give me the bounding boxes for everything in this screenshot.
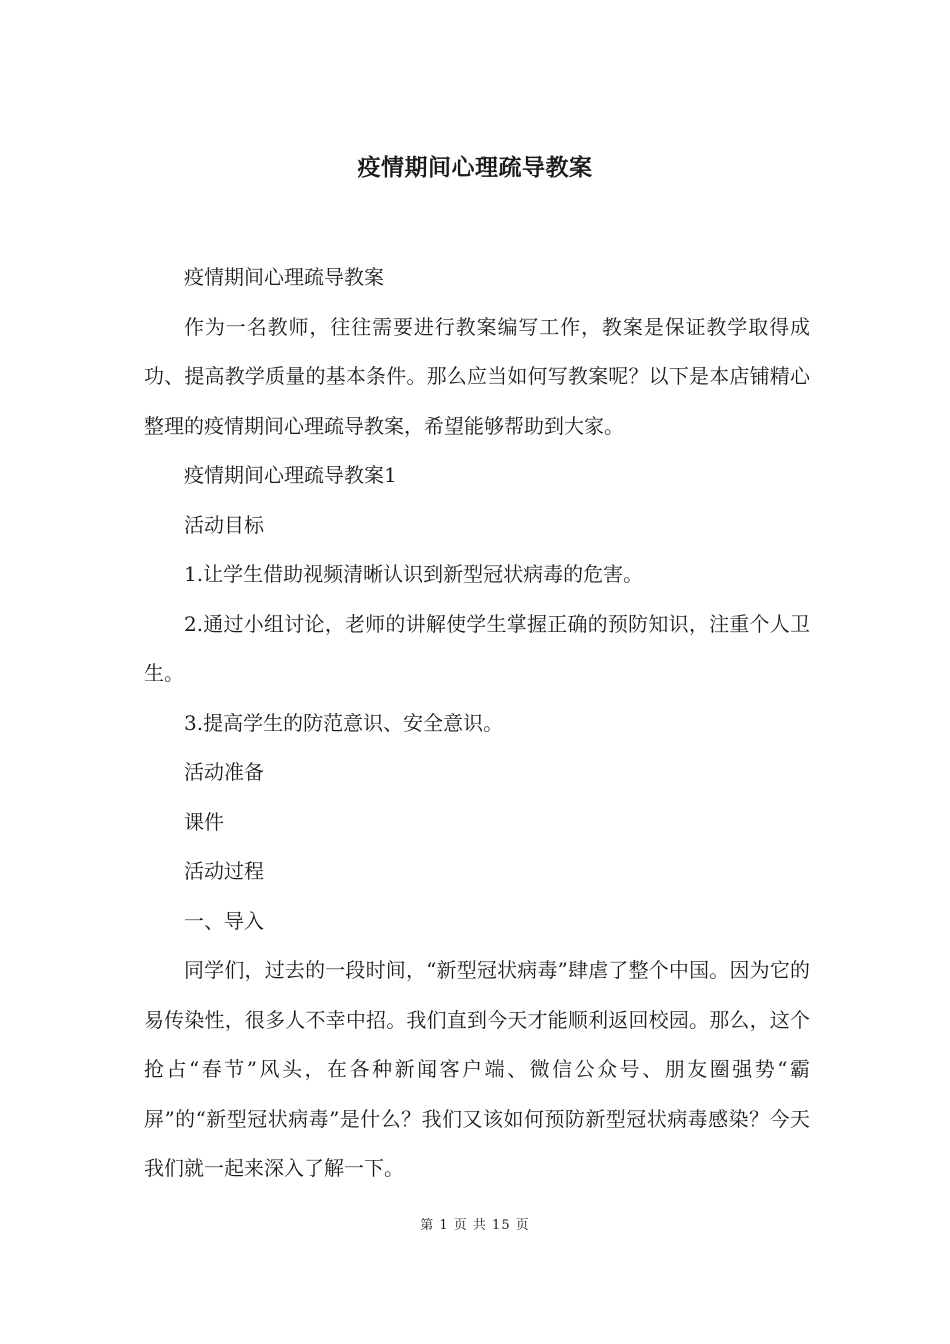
paragraph-introduction-text: 同学们，过去的一段时间，“新型冠状病毒”肆虐了整个中国。因为它的易传染性，很多人不幸中招。我们直到今天才能顺利返回校园。那么，这个抢占“春节”风头，在各种新闻客户端、微信公众号、朋友圈强势“霸屏”的“新型冠状病毒”是什么？我们又该如何预防新型冠状病毒感染？今天我们就一起来深入了解一下。 (144, 958, 810, 1180)
page-footer: 第 1 页 共 15 页 (420, 1218, 530, 1233)
document-body (144, 253, 810, 1194)
objective-item-2: 2.通过小组讨论，老师的讲解使学生掌握正确的预防知识，注重个人卫生。 (144, 611, 810, 685)
section-heading-objectives: 活动目标 (184, 512, 264, 537)
document-title: 疫情期间心理疏导教案 (357, 154, 593, 181)
section-heading-preparation: 活动准备 (184, 760, 264, 784)
preparation-item: 课件 (184, 809, 224, 834)
paragraph-subtitle: 疫情期间心理疏导教案 (184, 265, 384, 289)
section-heading-plan-1: 疫情期间心理疏导教案1 (184, 463, 397, 487)
objective-item-3: 3.提高学生的防范意识、安全意识。 (184, 710, 504, 735)
process-step-heading: 一、导入 (184, 908, 264, 933)
paragraph-intro: 作为一名教师，往往需要进行教案编写工作，教案是保证教学取得成功、提高教学质量的基本条件。那么应当如何写教案呢？以下是本店铺精心整理的疫情期间心理疏导教案，希望能够帮助到大家。 (144, 314, 810, 438)
section-heading-process: 活动过程 (184, 859, 264, 883)
objective-item-1: 1.让学生借助视频清晰认识到新型冠状病毒的危害。 (184, 562, 644, 586)
